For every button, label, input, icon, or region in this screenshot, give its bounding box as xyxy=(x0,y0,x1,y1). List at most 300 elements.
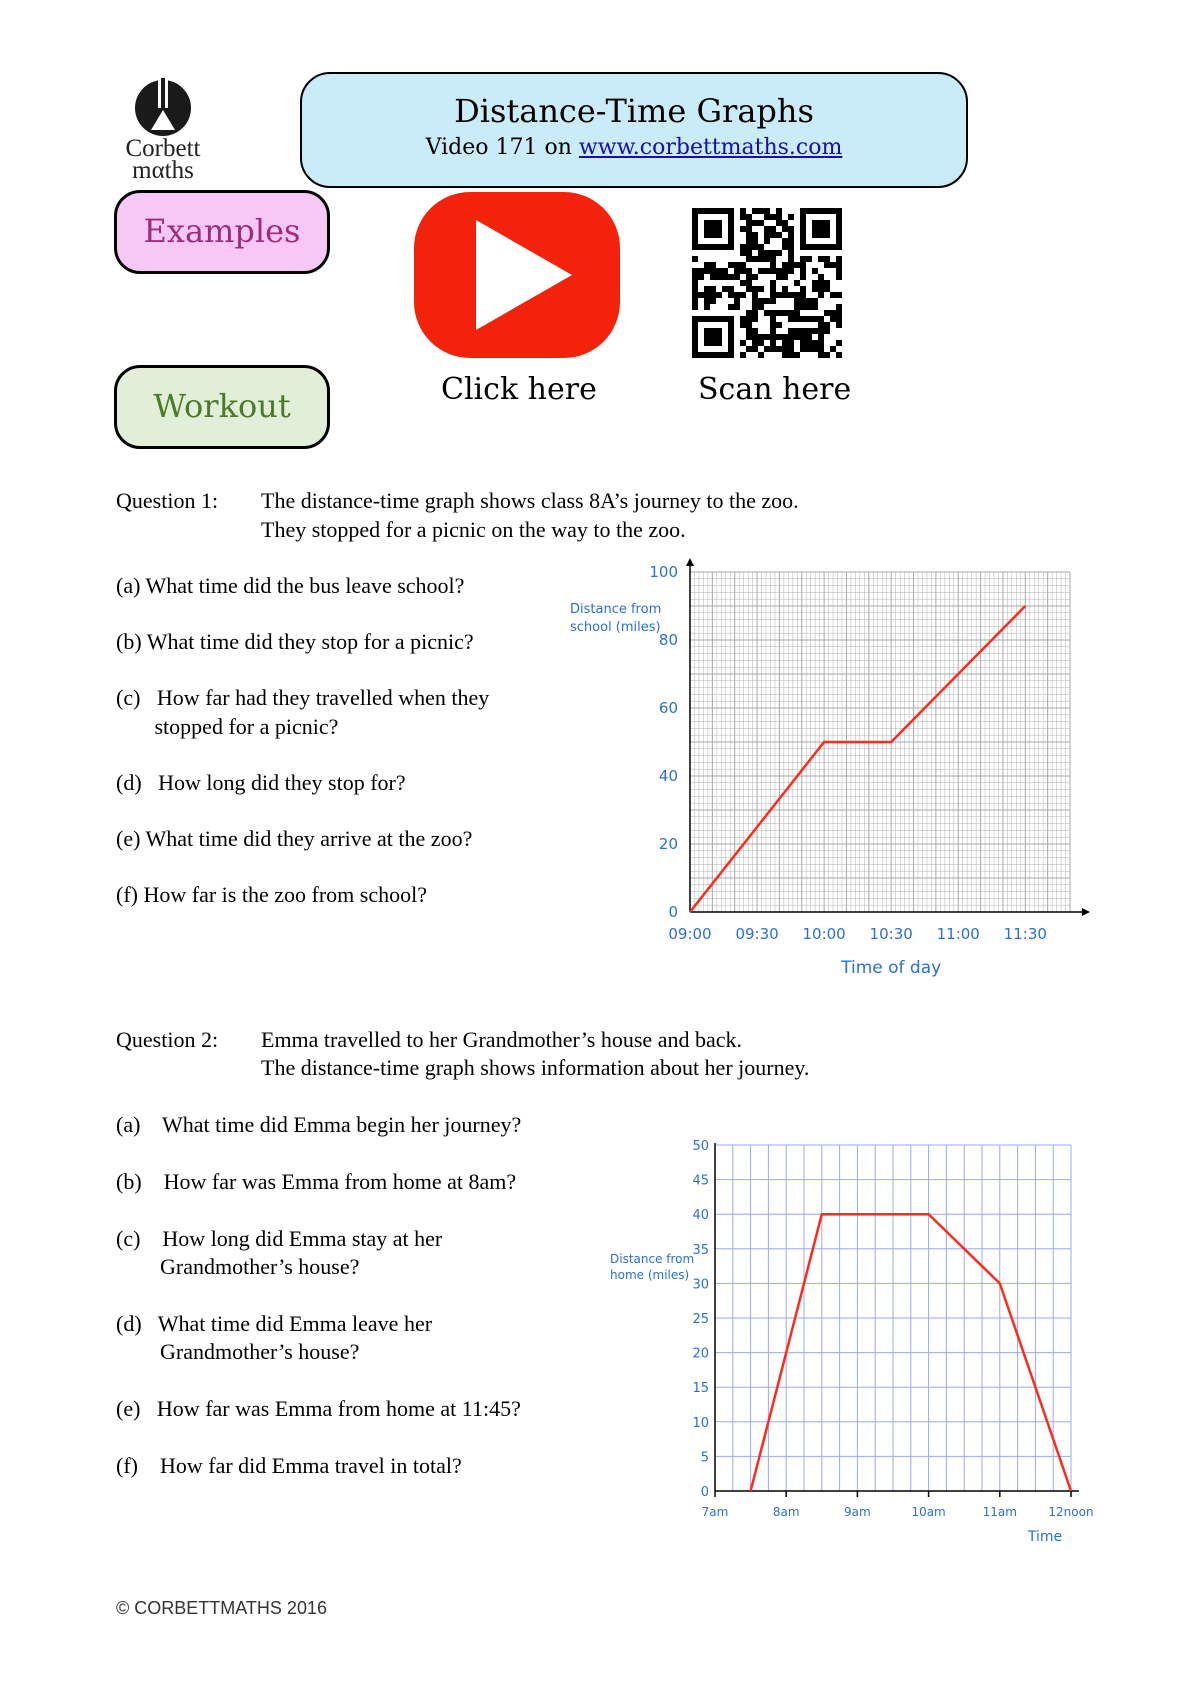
qr-module xyxy=(746,310,752,316)
qr-module xyxy=(794,304,800,310)
qr-module xyxy=(746,226,752,232)
qr-module xyxy=(836,262,842,268)
qr-module xyxy=(740,340,746,346)
qr-module xyxy=(788,352,794,358)
qr-module xyxy=(782,244,788,250)
qr-module xyxy=(764,310,770,316)
q2-item-e: (e) How far was Emma from home at 11:45? xyxy=(116,1396,521,1421)
qr-module xyxy=(770,268,776,274)
qr-module xyxy=(740,268,746,274)
question1-line2: They stopped for a picnic on the way to the zoo. xyxy=(261,517,686,542)
y-tick-label: 40 xyxy=(658,767,678,785)
qr-module xyxy=(770,226,776,232)
x-tick-label: 11am xyxy=(982,1505,1017,1519)
question1-label: Question 1: xyxy=(116,488,219,513)
qr-module xyxy=(746,250,752,256)
qr-module xyxy=(806,316,812,322)
x-tick-label: 09:00 xyxy=(668,925,712,943)
qr-module xyxy=(746,334,752,340)
page-title: Distance-Time Graphs xyxy=(454,92,814,130)
y-tick-label: 60 xyxy=(658,699,678,717)
y-tick-label: 50 xyxy=(692,1139,709,1154)
qr-module xyxy=(752,286,758,292)
qr-module xyxy=(836,352,842,358)
qr-module xyxy=(752,328,758,334)
x-tick-label: 11:00 xyxy=(936,925,980,943)
question1-line1: The distance-time graph shows class 8A’s journey to the zoo. xyxy=(261,488,799,513)
qr-module xyxy=(770,310,776,316)
qr-module xyxy=(788,226,794,232)
qr-module xyxy=(770,232,776,238)
qr-module xyxy=(776,334,782,340)
qr-module xyxy=(812,346,818,352)
qr-module xyxy=(758,208,764,214)
qr-module xyxy=(734,304,740,310)
qr-module xyxy=(836,304,842,310)
qr-module xyxy=(782,268,788,274)
qr-finder-center xyxy=(812,220,830,238)
qr-module xyxy=(812,316,818,322)
qr-module xyxy=(692,274,698,280)
qr-module xyxy=(788,262,794,268)
y-tick-label: 80 xyxy=(658,631,678,649)
qr-module xyxy=(770,280,776,286)
qr-module xyxy=(734,298,740,304)
qr-module xyxy=(746,256,752,262)
qr-module xyxy=(782,286,788,292)
q2-item-a: (a) What time did Emma begin her journey? xyxy=(116,1112,522,1137)
x-tick-label: 09:30 xyxy=(735,925,779,943)
qr-module xyxy=(818,340,824,346)
qr-module xyxy=(800,274,806,280)
chart-zoo-journey xyxy=(560,555,1100,985)
q1-item-a: (a) What time did the bus leave school? xyxy=(116,573,465,598)
qr-module xyxy=(740,262,746,268)
qr-module xyxy=(752,310,758,316)
qr-module xyxy=(752,238,758,244)
qr-module xyxy=(752,232,758,238)
qr-module xyxy=(692,280,698,286)
qr-module xyxy=(710,292,716,298)
qr-module xyxy=(836,310,842,316)
scan-here-label: Scan here xyxy=(698,372,852,407)
q2-item-c-line2: Grandmother’s house? xyxy=(116,1254,360,1279)
y-tick-label: 40 xyxy=(692,1208,709,1224)
qr-code-icon[interactable] xyxy=(692,208,844,360)
qr-module xyxy=(824,352,830,358)
qr-module xyxy=(746,328,752,334)
qr-module xyxy=(776,250,782,256)
qr-module xyxy=(764,268,770,274)
qr-module xyxy=(758,298,764,304)
qr-module xyxy=(776,346,782,352)
qr-module xyxy=(752,298,758,304)
y-axis-title: Distance from xyxy=(610,1252,695,1266)
qr-module xyxy=(776,214,782,220)
qr-module xyxy=(812,286,818,292)
qr-module xyxy=(746,220,752,226)
title-box xyxy=(300,72,968,188)
y-tick-label: 20 xyxy=(692,1346,709,1362)
qr-module xyxy=(704,286,710,292)
y-tick-label: 45 xyxy=(692,1173,709,1189)
qr-module xyxy=(770,334,776,340)
y-tick-label: 20 xyxy=(658,835,678,853)
q2-item-d-line1: (d) What time did Emma leave her xyxy=(116,1311,433,1336)
qr-module xyxy=(830,262,836,268)
q2-item-b: (b) How far was Emma from home at 8am? xyxy=(116,1169,517,1194)
qr-module xyxy=(752,346,758,352)
qr-module xyxy=(812,268,818,274)
qr-module xyxy=(740,244,746,250)
qr-module xyxy=(824,280,830,286)
qr-module xyxy=(770,250,776,256)
qr-module xyxy=(728,286,734,292)
qr-module xyxy=(818,322,824,328)
qr-module xyxy=(818,280,824,286)
qr-module xyxy=(746,238,752,244)
qr-module xyxy=(770,292,776,298)
qr-module xyxy=(698,274,704,280)
qr-module xyxy=(800,316,806,322)
logo-text-line2: mαths xyxy=(132,157,194,184)
x-axis-title: Time xyxy=(1027,1529,1063,1545)
qr-module xyxy=(752,304,758,310)
y-tick-label: 10 xyxy=(692,1415,709,1431)
qr-module xyxy=(776,322,782,328)
qr-module xyxy=(788,244,794,250)
qr-module xyxy=(830,316,836,322)
y-axis-title: Distance from xyxy=(570,602,662,617)
qr-module xyxy=(836,322,842,328)
q1-item-f: (f) How far is the zoo from school? xyxy=(116,882,427,907)
qr-module xyxy=(806,334,812,340)
qr-module xyxy=(722,286,728,292)
qr-module xyxy=(800,298,806,304)
qr-module xyxy=(818,346,824,352)
x-tick-label: 10:30 xyxy=(869,925,913,943)
qr-module xyxy=(764,334,770,340)
qr-module xyxy=(734,274,740,280)
qr-module xyxy=(710,298,716,304)
qr-module xyxy=(782,310,788,316)
qr-module xyxy=(770,328,776,334)
x-tick-label: 9am xyxy=(844,1505,871,1519)
qr-module xyxy=(776,220,782,226)
qr-module xyxy=(794,316,800,322)
qr-module xyxy=(824,262,830,268)
qr-module xyxy=(794,328,800,334)
qr-module xyxy=(776,268,782,274)
qr-module xyxy=(728,274,734,280)
x-tick-label: 10:00 xyxy=(802,925,846,943)
corbettmaths-logo xyxy=(108,78,218,188)
qr-module xyxy=(788,256,794,262)
qr-module xyxy=(788,316,794,322)
qr-module xyxy=(752,274,758,280)
qr-module xyxy=(776,292,782,298)
qr-module xyxy=(764,208,770,214)
qr-module xyxy=(794,352,800,358)
qr-module xyxy=(770,322,776,328)
qr-module xyxy=(806,298,812,304)
qr-finder-center xyxy=(704,328,722,346)
qr-module xyxy=(692,292,698,298)
qr-module xyxy=(806,328,812,334)
y-tick-label: 35 xyxy=(692,1242,709,1258)
qr-module xyxy=(800,292,806,298)
q1-item-b: (b) What time did they stop for a picnic? xyxy=(116,629,474,654)
q1-item-d: (d) How long did they stop for? xyxy=(116,770,406,795)
qr-module xyxy=(782,334,788,340)
qr-module xyxy=(824,310,830,316)
qr-module xyxy=(692,268,698,274)
qr-module xyxy=(764,256,770,262)
qr-module xyxy=(836,340,842,346)
qr-module xyxy=(710,262,716,268)
qr-module xyxy=(788,328,794,334)
qr-module xyxy=(710,286,716,292)
corbettmaths-link[interactable]: www.corbettmaths.com xyxy=(578,135,843,161)
qr-module xyxy=(788,334,794,340)
qr-module xyxy=(704,268,710,274)
qr-module xyxy=(764,232,770,238)
qr-module xyxy=(746,286,752,292)
q2-item-d-line2: Grandmother’s house? xyxy=(116,1339,360,1364)
qr-module xyxy=(770,286,776,292)
qr-module xyxy=(800,340,806,346)
qr-module xyxy=(836,292,842,298)
qr-module xyxy=(824,256,830,262)
qr-module xyxy=(800,262,806,268)
qr-module xyxy=(758,334,764,340)
qr-module xyxy=(758,250,764,256)
qr-module xyxy=(824,286,830,292)
qr-module xyxy=(818,256,824,262)
qr-module xyxy=(752,340,758,346)
examples-button[interactable]: Examples xyxy=(114,190,330,274)
qr-module xyxy=(740,322,746,328)
qr-module xyxy=(722,268,728,274)
qr-module xyxy=(764,238,770,244)
qr-module xyxy=(788,310,794,316)
qr-module xyxy=(746,316,752,322)
qr-module xyxy=(782,292,788,298)
qr-module xyxy=(770,256,776,262)
qr-module xyxy=(704,262,710,268)
qr-module xyxy=(782,274,788,280)
qr-module xyxy=(764,250,770,256)
video-play-button[interactable] xyxy=(414,192,620,358)
qr-module xyxy=(740,316,746,322)
qr-module xyxy=(740,208,746,214)
qr-module xyxy=(806,346,812,352)
qr-module xyxy=(830,346,836,352)
qr-module xyxy=(812,340,818,346)
qr-module xyxy=(788,340,794,346)
qr-module xyxy=(746,232,752,238)
qr-module xyxy=(746,322,752,328)
qr-module xyxy=(758,286,764,292)
play-icon xyxy=(476,220,572,330)
qr-module xyxy=(746,244,752,250)
qr-module xyxy=(728,262,734,268)
x-tick-label: 10am xyxy=(911,1505,946,1519)
x-tick-label: 8am xyxy=(772,1505,800,1519)
qr-finder-center xyxy=(704,220,722,238)
q2-item-f: (f) How far did Emma travel in total? xyxy=(116,1453,462,1478)
qr-module xyxy=(764,346,770,352)
qr-module xyxy=(698,268,704,274)
qr-module xyxy=(746,268,752,274)
qr-module xyxy=(716,274,722,280)
qr-module xyxy=(830,292,836,298)
q1-item-c-line2: stopped for a picnic? xyxy=(116,714,339,739)
qr-module xyxy=(704,298,710,304)
qr-module xyxy=(824,322,830,328)
qr-module xyxy=(716,292,722,298)
qr-module xyxy=(770,340,776,346)
y-axis-title: home (miles) xyxy=(610,1268,690,1282)
qr-module xyxy=(800,328,806,334)
qr-module xyxy=(794,292,800,298)
qr-module xyxy=(710,274,716,280)
qr-module xyxy=(800,256,806,262)
qr-module xyxy=(800,286,806,292)
qr-module xyxy=(812,328,818,334)
qr-module xyxy=(692,304,698,310)
qr-module xyxy=(770,262,776,268)
qr-module xyxy=(836,268,842,274)
qr-module xyxy=(740,292,746,298)
y-axis-arrow xyxy=(686,558,694,566)
qr-module xyxy=(704,304,710,310)
chart-emma-journey xyxy=(590,1120,1110,1560)
qr-module xyxy=(692,256,698,262)
y-axis-title: school (miles) xyxy=(570,620,661,635)
qr-module xyxy=(752,244,758,250)
q1-item-e: (e) What time did they arrive at the zoo? xyxy=(116,826,473,851)
qr-module xyxy=(818,292,824,298)
y-tick-label: 15 xyxy=(692,1381,709,1397)
qr-module xyxy=(752,334,758,340)
y-tick-label: 30 xyxy=(692,1277,709,1293)
qr-module xyxy=(800,334,806,340)
qr-module xyxy=(740,250,746,256)
y-tick-label: 25 xyxy=(692,1312,709,1327)
qr-module xyxy=(704,292,710,298)
qr-module xyxy=(818,334,824,340)
qr-module xyxy=(758,220,764,226)
qr-module xyxy=(734,268,740,274)
qr-module xyxy=(794,310,800,316)
qr-module xyxy=(692,298,698,304)
qr-module xyxy=(782,340,788,346)
qr-module xyxy=(752,220,758,226)
qr-module xyxy=(758,304,764,310)
qr-module xyxy=(800,346,806,352)
qr-module xyxy=(812,304,818,310)
qr-module xyxy=(836,274,842,280)
x-tick-label: 12noon xyxy=(1048,1505,1094,1519)
click-here-label: Click here xyxy=(441,372,597,407)
qr-module xyxy=(752,256,758,262)
qr-module xyxy=(830,310,836,316)
qr-module xyxy=(728,292,734,298)
y-tick-label: 0 xyxy=(700,1485,709,1500)
qr-module xyxy=(782,220,788,226)
qr-module xyxy=(740,214,746,220)
qr-module xyxy=(836,316,842,322)
question2-line1: Emma travelled to her Grandmother’s house and back. xyxy=(261,1027,742,1052)
qr-module xyxy=(752,208,758,214)
qr-module xyxy=(788,250,794,256)
qr-module xyxy=(782,226,788,232)
question2-label: Question 2: xyxy=(116,1027,219,1052)
qr-module xyxy=(734,262,740,268)
qr-module xyxy=(794,334,800,340)
qr-module xyxy=(764,226,770,232)
qr-module xyxy=(722,274,728,280)
qr-module xyxy=(698,292,704,298)
qr-module xyxy=(746,214,752,220)
video-prefix: Video 171 on xyxy=(425,135,579,161)
qr-module xyxy=(806,340,812,346)
qr-module xyxy=(752,316,758,322)
qr-module xyxy=(788,346,794,352)
qr-module xyxy=(836,256,842,262)
qr-module xyxy=(758,244,764,250)
qr-module xyxy=(764,298,770,304)
qr-module xyxy=(788,268,794,274)
qr-module xyxy=(812,280,818,286)
qr-module xyxy=(758,256,764,262)
qr-module xyxy=(764,214,770,220)
qr-module xyxy=(812,298,818,304)
qr-module xyxy=(740,352,746,358)
qr-module xyxy=(788,214,794,220)
qr-module xyxy=(770,214,776,220)
qr-module xyxy=(770,346,776,352)
qr-module xyxy=(818,352,824,358)
question2-line2: The distance-time graph shows information about her journey. xyxy=(261,1055,810,1080)
qr-module xyxy=(776,232,782,238)
qr-module xyxy=(782,346,788,352)
qr-module xyxy=(734,292,740,298)
qr-module xyxy=(758,352,764,358)
x-axis-title: Time of day xyxy=(841,958,942,978)
qr-module xyxy=(776,310,782,316)
qr-module xyxy=(746,346,752,352)
y-tick-label: 0 xyxy=(668,903,678,921)
qr-module xyxy=(818,316,824,322)
qr-module xyxy=(740,280,746,286)
workout-button[interactable]: Workout xyxy=(114,365,330,449)
qr-module xyxy=(728,304,734,310)
q2-item-c-line1: (c) How long did Emma stay at her xyxy=(116,1226,443,1251)
qr-module xyxy=(746,274,752,280)
qr-module xyxy=(692,286,698,292)
qr-module xyxy=(818,286,824,292)
qr-module xyxy=(752,292,758,298)
x-tick-label: 11:30 xyxy=(1003,925,1047,943)
qr-module xyxy=(776,208,782,214)
qr-module xyxy=(818,328,824,334)
series-line xyxy=(690,606,1025,912)
qr-module xyxy=(740,226,746,232)
logo-icon xyxy=(128,78,198,138)
qr-module xyxy=(758,340,764,346)
